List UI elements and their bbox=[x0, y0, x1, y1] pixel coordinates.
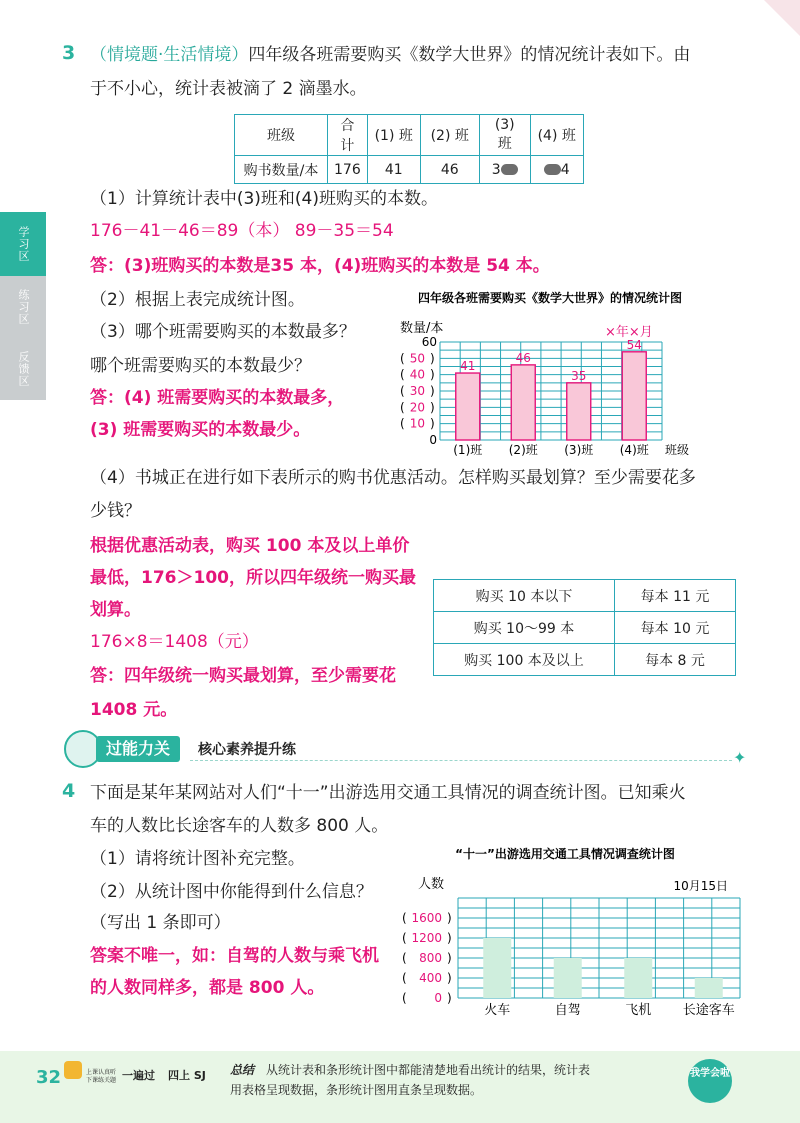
y-tick-label: 20 bbox=[409, 400, 425, 415]
star-icon: ✦ bbox=[733, 748, 747, 767]
question-text: 下面是某年某网站对人们“十一”出游选用交通工具情况的调查统计图。已知乘火 bbox=[90, 783, 686, 803]
banner-title: 过能力关 bbox=[96, 736, 180, 762]
y-axis-label: 数量/本 bbox=[400, 321, 444, 336]
y-tick-label: 60 bbox=[421, 335, 437, 349]
table-row bbox=[235, 156, 584, 184]
promo-table bbox=[433, 579, 736, 676]
table-row bbox=[235, 115, 584, 156]
question-number: 3 bbox=[62, 42, 76, 64]
table-cell: 176 bbox=[328, 156, 368, 184]
x-tick-label: 火车 bbox=[484, 1003, 511, 1018]
sub-question: （2）根据上表完成统计图。 bbox=[90, 290, 305, 310]
y-tick-label: 10 bbox=[409, 416, 425, 431]
brand-slogan: 上课认真听 bbox=[86, 1069, 117, 1076]
y-tick-bracket: ( bbox=[402, 931, 407, 945]
table-cell: 购书数量/本 bbox=[235, 156, 328, 184]
answer-text: 最低，176＞100，所以四年级统一购买最 bbox=[90, 568, 416, 588]
chart-title: 四年级各班需要购买《数学大世界》的情况统计图 bbox=[417, 291, 683, 305]
y-tick-bracket: ) bbox=[447, 931, 452, 945]
y-tick-bracket: ( bbox=[402, 991, 407, 1005]
y-tick-bracket: ) bbox=[447, 911, 452, 925]
answer-text: 划算。 bbox=[90, 600, 141, 620]
bar bbox=[624, 958, 652, 998]
table-cell bbox=[479, 156, 530, 184]
table-cell: 每本 8 元 bbox=[615, 644, 736, 676]
bar bbox=[456, 373, 480, 440]
y-tick-label: 0 bbox=[434, 991, 442, 1005]
y-tick-bracket: ) bbox=[430, 384, 435, 398]
x-tick-label: (1)班 bbox=[453, 443, 483, 457]
y-tick-bracket: ) bbox=[430, 400, 435, 415]
table-cell: 购买 100 本及以上 bbox=[434, 644, 615, 676]
x-axis-label: 班级 bbox=[665, 443, 690, 457]
table-cell: 每本 10 元 bbox=[615, 612, 736, 644]
page-footer bbox=[0, 1051, 800, 1123]
x-tick-label: (3)班 bbox=[564, 443, 594, 457]
y-tick-label: 400 bbox=[419, 971, 442, 985]
y-tick-bracket: ) bbox=[430, 416, 435, 431]
y-tick-bracket: ( bbox=[400, 400, 405, 415]
bar-value-label: 54 bbox=[626, 337, 642, 352]
y-tick-bracket: ( bbox=[402, 911, 407, 925]
sub-question: 哪个班需要购买的本数最少？ bbox=[90, 356, 311, 376]
table-header: (4) 班 bbox=[530, 115, 583, 156]
bar-chart-books bbox=[380, 280, 720, 460]
banner-subtitle: 核心素养提升练 bbox=[198, 742, 296, 758]
chart-date: ×年×月 bbox=[605, 325, 653, 340]
brand-logo-icon bbox=[64, 1061, 82, 1079]
ink-digit: 4 bbox=[560, 161, 570, 178]
sub-question: 少钱？ bbox=[90, 501, 141, 521]
y-tick-label: 30 bbox=[409, 384, 425, 398]
answer-calc: 176×8＝1408（元） bbox=[90, 632, 259, 652]
table-cell: 每本 11 元 bbox=[615, 580, 736, 612]
x-tick-label: 长途客车 bbox=[682, 1003, 735, 1018]
bar bbox=[695, 978, 723, 998]
table-row bbox=[434, 580, 736, 612]
question-text: 车的人数比长途客车的人数多 800 人。 bbox=[90, 816, 389, 836]
answer-text: 答：四年级统一购买最划算，至少需要花 bbox=[90, 666, 396, 686]
badge-icon: 我学会啦 bbox=[688, 1059, 732, 1103]
answer-text: 根据优惠活动表，购买 100 本及以上单价 bbox=[90, 536, 410, 556]
sub-question: （1）请将统计图补充完整。 bbox=[90, 849, 305, 869]
answer-calc: 176－41－46＝89（本） 89－35＝54 bbox=[90, 221, 394, 241]
y-tick-bracket: ( bbox=[402, 951, 407, 965]
y-tick-bracket: ) bbox=[430, 351, 435, 366]
bar bbox=[511, 365, 535, 440]
x-tick-label: 飞机 bbox=[625, 1003, 652, 1018]
table-row bbox=[434, 612, 736, 644]
y-tick-bracket: ( bbox=[400, 416, 405, 431]
summary-text: 用表格呈现数据，条形统计图用直条呈现数据。 bbox=[230, 1083, 483, 1097]
y-tick-bracket: ) bbox=[447, 951, 452, 965]
y-tick-bracket: ( bbox=[400, 351, 405, 366]
bar-value-label: 41 bbox=[460, 359, 476, 374]
ink-blot bbox=[501, 164, 518, 175]
table-cell bbox=[530, 156, 583, 184]
bar bbox=[567, 383, 591, 440]
question-text bbox=[90, 43, 690, 67]
answer-text: 1408 元。 bbox=[90, 700, 178, 720]
answer-text: 的人数同样多，都是 800 人。 bbox=[90, 978, 325, 998]
sub-question-note: （写出 1 条即可） bbox=[90, 913, 231, 933]
y-axis-label: 人数 bbox=[418, 877, 445, 892]
sub-question: （4）书城正在进行如下表所示的购书优惠活动。怎样购买最划算？至少需要花多 bbox=[90, 468, 696, 488]
sub-question: （3）哪个班需要购买的本数最多？ bbox=[90, 322, 356, 342]
question-tag: （情境题·生活情境） bbox=[90, 45, 249, 65]
y-tick-bracket: ( bbox=[402, 971, 407, 985]
bar-chart-travel bbox=[380, 840, 750, 1030]
y-tick-bracket: ( bbox=[400, 384, 405, 398]
bar bbox=[554, 958, 582, 998]
y-tick-bracket: ) bbox=[447, 971, 452, 985]
y-tick-bracket: ) bbox=[447, 991, 452, 1005]
table-header: (1) 班 bbox=[367, 115, 420, 156]
side-tab-practice[interactable]: 练习区 bbox=[0, 276, 46, 338]
page-number: 32 bbox=[36, 1067, 62, 1088]
answer-text: 答案不唯一，如：自驾的人数与乘飞机 bbox=[90, 946, 379, 966]
y-tick-bracket: ( bbox=[400, 367, 405, 382]
summary-label: 总结 bbox=[230, 1063, 255, 1077]
table-header: 班级 bbox=[235, 115, 328, 156]
bar bbox=[483, 938, 511, 998]
x-tick-label: (4)班 bbox=[619, 443, 649, 457]
y-tick-label: 40 bbox=[409, 367, 425, 382]
question-number: 4 bbox=[62, 780, 76, 802]
y-tick-label: 50 bbox=[409, 351, 425, 366]
y-tick-label: 1600 bbox=[411, 911, 442, 925]
y-tick-label: 1200 bbox=[411, 931, 442, 945]
corner-decoration bbox=[764, 0, 800, 36]
table-header: 合计 bbox=[328, 115, 368, 156]
bar bbox=[622, 352, 646, 440]
brand-slogan: 下课练关题 bbox=[86, 1077, 117, 1084]
bar-value-label: 35 bbox=[571, 368, 587, 383]
y-tick-label: 0 bbox=[429, 433, 437, 447]
table-row bbox=[434, 644, 736, 676]
answer-text: (3) 班需要购买的本数最少。 bbox=[90, 420, 311, 440]
answer-text: 答：(3)班购买的本数是35 本，(4)班购买的本数是 54 本。 bbox=[90, 256, 550, 276]
stat-table bbox=[234, 114, 584, 184]
y-tick-bracket: ) bbox=[430, 367, 435, 382]
table-cell: 购买 10～99 本 bbox=[434, 612, 615, 644]
table-cell: 购买 10 本以下 bbox=[434, 580, 615, 612]
ink-blot bbox=[544, 164, 561, 175]
question-text-part: 四年级各班需要购买《数学大世界》的情况统计表如下。由 bbox=[248, 45, 691, 65]
table-header: (2) 班 bbox=[420, 115, 479, 156]
answer-text: 答：(4) 班需要购买的本数最多， bbox=[90, 388, 345, 408]
sub-question: （1）计算统计表中(3)班和(4)班购买的本数。 bbox=[90, 189, 438, 209]
summary-text: 从统计表和条形统计图中都能清楚地看出统计的结果，统计表 bbox=[266, 1063, 591, 1077]
sub-question: （2）从统计图中你能得到什么信息？ bbox=[90, 882, 373, 902]
x-tick-label: 自驾 bbox=[554, 1003, 581, 1018]
table-header: (3) 班 bbox=[479, 115, 530, 156]
chart-date: 10月15日 bbox=[673, 879, 728, 893]
banner-divider bbox=[190, 760, 732, 761]
ink-digit: 3 bbox=[491, 161, 501, 178]
y-tick-label: 800 bbox=[419, 951, 442, 965]
x-tick-label: (2)班 bbox=[508, 443, 538, 457]
bar-value-label: 46 bbox=[515, 350, 531, 365]
question-text: 于不小心，统计表被滴了 2 滴墨水。 bbox=[90, 79, 367, 99]
grade-label: 四上 SJ bbox=[168, 1069, 206, 1082]
chart-title: “十一”出游选用交通工具情况调查统计图 bbox=[455, 847, 675, 861]
table-cell: 41 bbox=[367, 156, 420, 184]
brand-name: 一遍过 bbox=[122, 1069, 155, 1082]
side-tab-feedback[interactable]: 反馈区 bbox=[0, 338, 46, 400]
side-tab-learn[interactable]: 学习区 bbox=[0, 212, 46, 276]
table-cell: 46 bbox=[420, 156, 479, 184]
